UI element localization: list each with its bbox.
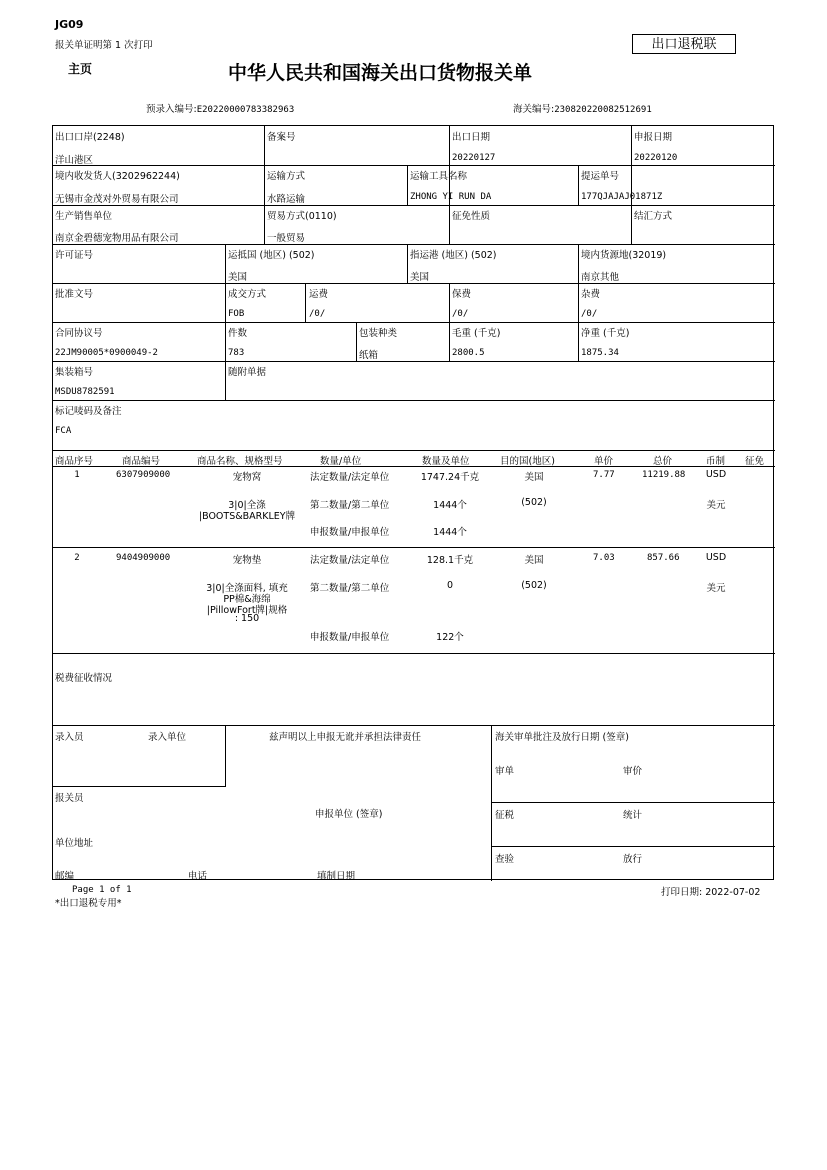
transport-tool-value: ZHONG YI RUN DA [410, 192, 492, 202]
review-label: 审单 [495, 766, 515, 777]
row-qty-value: 1444个 [433, 500, 467, 511]
approval-label: 批准文号 [55, 289, 94, 300]
docs-label: 随附单据 [228, 367, 267, 378]
declare-date-label: 申报日期 [634, 132, 673, 143]
postcode-label: 邮编 [55, 871, 75, 882]
page-title: 中华人民共和国海关出口货物报关单 [228, 62, 533, 84]
price-review-label: 审价 [623, 766, 643, 777]
col-header-total: 总价 [653, 456, 673, 467]
row-country-code: (502) [521, 580, 547, 591]
producer-value: 南京金碧德宠物用品有限公司 [55, 233, 179, 244]
license-label: 许可证号 [55, 250, 94, 261]
contract-value: 22JM90005*0900049-2 [55, 348, 158, 358]
row-qty-label: 申报数量/申报单位 [310, 632, 390, 643]
row-qty-label: 申报数量/申报单位 [310, 527, 390, 538]
customs-approval-label: 海关审单批注及放行日期 (签章) [495, 732, 629, 743]
transport-mode-value: 水路运输 [267, 194, 306, 205]
row-total: 857.66 [647, 553, 680, 563]
row-country: 美国 [524, 555, 544, 566]
statistics-label: 统计 [623, 810, 643, 821]
row-country: 美国 [524, 472, 544, 483]
row-currency: USD [705, 469, 727, 480]
row-unit-price: 7.03 [593, 553, 615, 563]
contract-label: 合同协议号 [55, 328, 103, 339]
special-use-note: *出口退税专用* [55, 898, 122, 909]
origin-value: 南京其他 [581, 272, 620, 283]
misc-value: /0/ [581, 309, 598, 319]
col-header-exemption: 征免 [745, 456, 765, 467]
row-spec-line: 3|0|全涤 [228, 500, 266, 511]
record-no-label: 备案号 [267, 132, 296, 143]
customs-no-label: 海关编号: [513, 104, 555, 115]
page-indicator: Page 1 of 1 [72, 885, 132, 895]
customs-number [513, 101, 652, 115]
transport-tool-label: 运输工具名称 [410, 171, 468, 182]
row-unit-price: 7.77 [593, 470, 615, 480]
container-label: 集装箱号 [55, 367, 94, 378]
pre-entry-number [146, 101, 294, 115]
pieces-label: 件数 [228, 328, 248, 339]
freight-label: 运费 [309, 289, 329, 300]
pieces-value: 783 [228, 348, 245, 358]
col-header-currency: 币制 [706, 456, 726, 467]
entry-clerk-label: 录入员 [55, 732, 84, 743]
tax-label: 税费征收情况 [55, 673, 113, 684]
net-weight-label: 净重 (千克) [581, 328, 630, 339]
origin-label: 境内货源地(32019) [581, 250, 667, 261]
transport-mode-label: 运输方式 [267, 171, 306, 182]
row-spec-line: PP棉&海绵 [223, 594, 271, 605]
col-header-code: 商品编号 [122, 456, 161, 467]
declarant-label: 报关员 [55, 793, 84, 804]
deal-mode-value: FOB [228, 309, 245, 319]
tax-nature-label: 征免性质 [452, 211, 491, 222]
row-spec-line: 3|0|全涤面料, 填充 [206, 583, 288, 594]
pre-entry-value: E20220000783382963 [196, 105, 295, 115]
dest-country-value: 美国 [228, 272, 248, 283]
col-header-seq: 商品序号 [55, 456, 94, 467]
marks-label: 标记唛码及备注 [55, 406, 122, 417]
row-qty-value: 1444个 [433, 527, 467, 538]
declare-unit-label: 申报单位 (签章) [315, 809, 383, 820]
settlement-label: 结汇方式 [634, 211, 673, 222]
row-name: 宠物窝 [232, 472, 262, 483]
form-code: JG09 [55, 18, 84, 31]
row-qty-label: 法定数量/法定单位 [310, 472, 390, 483]
declare-date-value: 20220120 [634, 153, 678, 163]
col-header-country: 目的国(地区) [500, 456, 555, 467]
insurance-value: /0/ [452, 309, 469, 319]
row-total: 11219.88 [642, 470, 686, 480]
row-spec-line: : 150 [234, 613, 260, 624]
row-qty-label: 第二数量/第二单位 [310, 500, 390, 511]
customs-no-value: 230820220082512691 [554, 105, 652, 115]
bl-no-value: 177QJAJAJ01871Z [581, 192, 663, 202]
row-qty-label: 第二数量/第二单位 [310, 583, 390, 594]
entry-unit-label: 录入单位 [148, 732, 187, 743]
row-qty-label: 法定数量/法定单位 [310, 555, 390, 566]
export-port-label: 出口口岸(2248) [55, 132, 125, 143]
net-weight-value: 1875.34 [581, 348, 619, 358]
gross-weight-label: 毛重 (千克) [452, 328, 501, 339]
misc-label: 杂费 [581, 289, 601, 300]
row-qty-value: 128.1千克 [426, 555, 474, 566]
row-qty-value: 0 [446, 580, 454, 591]
col-header-unit-price: 单价 [594, 456, 614, 467]
col-header-name: 商品名称、规格型号 [197, 456, 283, 467]
phone-label: 电话 [188, 871, 208, 882]
dest-port-label: 指运港 (地区) (502) [410, 250, 497, 261]
consignor-value: 无锡市金茂对外贸易有限公司 [55, 194, 179, 205]
dest-country-label: 运抵国 (地区) (502) [228, 250, 315, 261]
export-date-value: 20220127 [452, 153, 496, 163]
export-port-value: 洋山港区 [55, 155, 94, 166]
row-currency-name: 美元 [706, 583, 726, 594]
package-value: 纸箱 [359, 350, 379, 361]
trade-mode-value: 一般贸易 [267, 233, 306, 244]
row-name: 宠物垫 [232, 555, 262, 566]
package-label: 包装种类 [359, 328, 398, 339]
inspection-label: 查验 [495, 854, 515, 865]
row-qty-value: 122个 [436, 632, 464, 643]
fill-date-label: 填制日期 [317, 871, 356, 882]
deal-mode-label: 成交方式 [228, 289, 267, 300]
row-country-code: (502) [521, 497, 547, 508]
unit-address-label: 单位地址 [55, 838, 94, 849]
row-seq: 2 [74, 553, 80, 563]
bl-no-label: 提运单号 [581, 171, 620, 182]
print-date: 打印日期: 2022-07-02 [661, 887, 761, 898]
insurance-label: 保费 [452, 289, 472, 300]
copy-label: 出口退税联 [651, 37, 717, 52]
gross-weight-value: 2800.5 [452, 348, 485, 358]
copy-label-box [632, 34, 736, 54]
declaration-statement: 兹声明以上申报无讹并承担法律责任 [269, 732, 422, 743]
row-qty-value: 1747.24千克 [420, 472, 480, 483]
row-currency-name: 美元 [706, 500, 726, 511]
home-link[interactable]: 主页 [68, 62, 93, 76]
tax-collect-label: 征税 [495, 810, 515, 821]
consignor-label: 境内收发货人(3202962244) [55, 171, 180, 182]
marks-value: FCA [55, 426, 72, 436]
row-spec-line: |PillowFort牌|规格 [206, 605, 288, 616]
export-date-label: 出口日期 [452, 132, 491, 143]
producer-label: 生产销售单位 [55, 211, 113, 222]
row-code: 9404909000 [116, 553, 171, 563]
print-note: 报关单证明第 1 次打印 [55, 40, 153, 51]
dest-port-value: 美国 [410, 272, 430, 283]
pre-entry-label: 预录入编号: [146, 104, 197, 115]
col-header-qty-and-unit: 数量及单位 [422, 456, 470, 467]
release-label: 放行 [623, 854, 643, 865]
declaration-form [52, 125, 774, 880]
freight-value: /0/ [309, 309, 326, 319]
row-currency: USD [705, 552, 727, 563]
trade-mode-label: 贸易方式(0110) [267, 211, 337, 222]
col-header-qty-unit: 数量/单位 [320, 456, 362, 467]
row-spec-line: |BOOTS&BARKLEY牌 [198, 511, 296, 522]
row-seq: 1 [74, 470, 80, 480]
row-code: 6307909000 [116, 470, 171, 480]
container-value: MSDU8782591 [55, 387, 115, 397]
